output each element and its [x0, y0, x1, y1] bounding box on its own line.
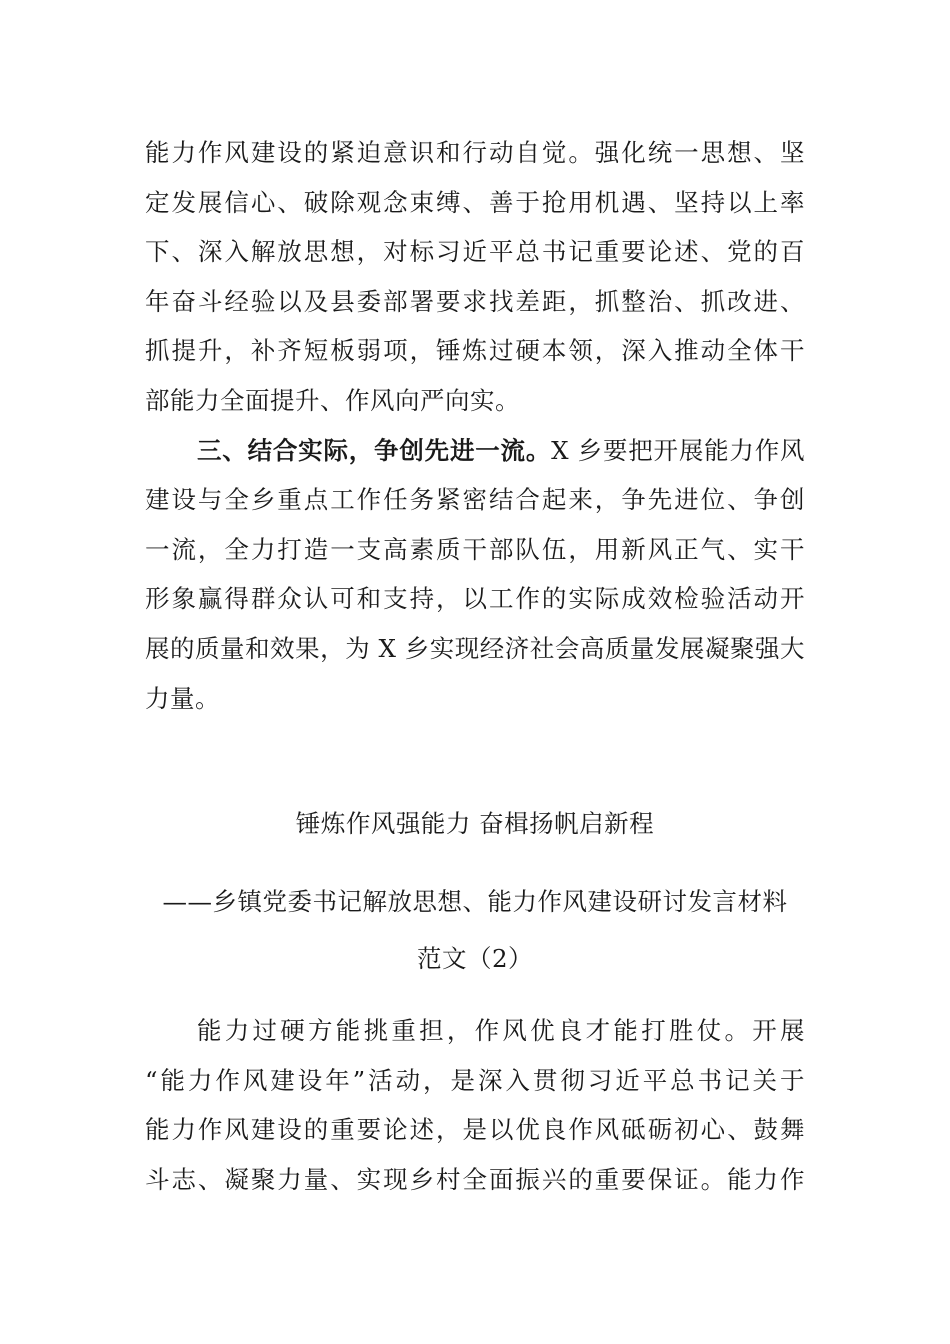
text-line: 下、深入解放思想，对标习近平总书记重要论述、党的百 — [145, 237, 805, 267]
text-line: 年奋斗经验以及县委部署要求找差距，抓整治、抓改进、 — [145, 286, 805, 316]
paragraph-intro — [145, 1006, 805, 1204]
text-line: 能力作风建设的重要论述，是以优良作风砥砺初心、鼓舞 — [145, 1115, 805, 1145]
text-line: “能力作风建设年”活动，是深入贯彻习近平总书记关于 — [145, 1065, 805, 1095]
paragraph-continuation — [145, 128, 805, 426]
text-line: 建设与全乡重点工作任务紧密结合起来，争先进位、争创 — [145, 485, 805, 515]
text-line: 能力作风建设的紧迫意识和行动自觉。强化统一思想、坚 — [145, 138, 805, 167]
text-line: 形象赢得群众认可和支持，以工作的实际成效检验活动开 — [145, 584, 805, 614]
text-line: 展的质量和效果，为 X 乡实现经济社会高质量发展凝聚强大 — [145, 633, 805, 663]
section-heading: 三、结合实际，争创先进一流。 — [197, 435, 552, 465]
article-subtitle: ——乡镇党委书记解放思想、能力作风建设研讨发言材料 — [162, 887, 788, 916]
text-line: 定发展信心、破除观念束缚、善于抢用机遇、坚持以上率 — [145, 187, 805, 217]
text-line-with-heading — [145, 426, 805, 476]
article-label: 范文（2） — [416, 944, 534, 973]
article-title: 锤炼作风强能力 奋楫扬帆启新程 — [295, 809, 655, 838]
text-fragment: X 乡要把开展能力作风 — [551, 435, 806, 465]
text-line: 能力过硬方能挑重担，作风优良才能打胜仗。开展 — [197, 1016, 805, 1045]
text-line: 一流，全力打造一支高素质干部队伍，用新风正气、实干 — [145, 534, 805, 564]
text-line: 斗志、凝聚力量、实现乡村全面振兴的重要保证。能力作 — [145, 1164, 805, 1194]
text-line: 抓提升，补齐短板弱项，锤炼过硬本领，深入推动全体干 — [145, 336, 805, 366]
text-line: 部能力全面提升、作风向严向实。 — [145, 385, 520, 415]
paragraph-section-three — [145, 426, 805, 724]
text-line: 力量。 — [145, 683, 220, 713]
